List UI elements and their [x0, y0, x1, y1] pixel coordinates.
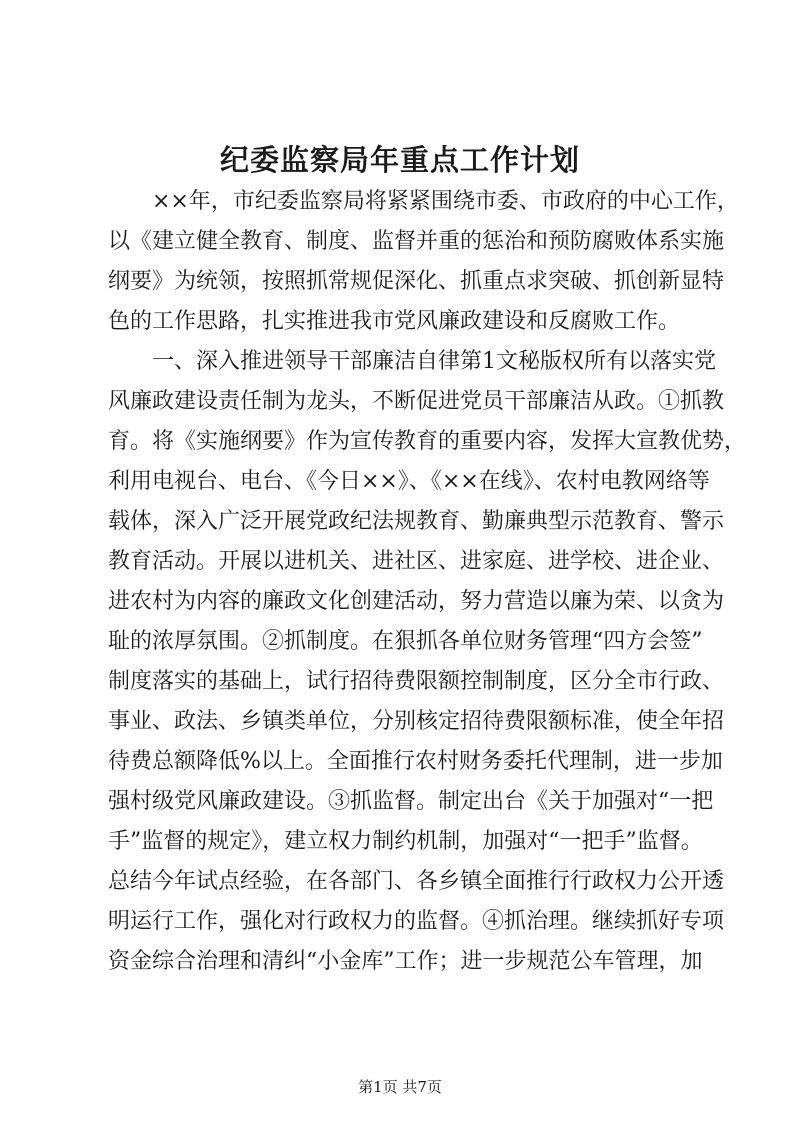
paragraph-2-line-14: 总结今年试点经验，在各部门、各乡镇全面推行行政权力公开透 — [108, 869, 725, 894]
paragraph-2-line-3: 育。将《实施纲要》作为宣传教育的重要内容，发挥大宣教优势， — [108, 429, 747, 454]
document-title: 纪委监察局年重点工作计划 — [219, 143, 580, 177]
paragraph-2-line-2: 风廉政建设责任制为龙头，不断促进党员干部廉洁从政。①抓教 — [108, 389, 725, 414]
paragraph-1-line-4: 色的工作思路，扎实推进我市党风廉政建设和反腐败工作。 — [108, 309, 681, 334]
paragraph-2-line-16: 资金综合治理和清纠“小金库”工作；进一步规范公车管理，加 — [108, 949, 703, 974]
paragraph-1-line-3: 纲要》为统领，按照抓常规促深化、抓重点求突破、抓创新显特 — [108, 269, 725, 294]
paragraph-2-line-11: 待费总额降低%以上。全面推行农村财务委托代理制，进一步加 — [108, 749, 723, 774]
document-body — [108, 182, 747, 982]
paragraph-2-line-6: 教育活动。开展以进机关、进社区、进家庭、进学校、进企业、 — [108, 549, 725, 574]
page-number-footer: 第1页 共7页 — [358, 1078, 442, 1096]
paragraph-2-line-13: 手”监督的规定》，建立权力制约机制，加强对“一把手”监督。 — [108, 829, 703, 854]
paragraph-2-line-5: 载体，深入广泛开展党政纪法规教育、勤廉典型示范教育、警示 — [108, 509, 725, 534]
paragraph-2-line-10: 事业、政法、乡镇类单位，分别核定招待费限额标准，使全年招 — [108, 709, 725, 734]
paragraph-2-line-4: 利用电视台、电台、《今日××》、《××在线》、农村电教网络等 — [108, 469, 710, 494]
paragraph-2-line-8: 耻的浓厚氛围。②抓制度。在狠抓各单位财务管理“四方会签” — [108, 629, 703, 654]
paragraph-2-line-7: 进农村为内容的廉政文化创建活动，努力营造以廉为荣、以贪为 — [108, 589, 725, 614]
paragraph-2-line-15: 明运行工作，强化对行政权力的监督。④抓治理。继续抓好专项 — [108, 909, 725, 934]
paragraph-2-line-9: 制度落实的基础上，试行招待费限额控制制度，区分全市行政、 — [108, 669, 725, 694]
paragraph-1-line-1: ××年，市纪委监察局将紧紧围绕市委、市政府的中心工作， — [152, 189, 739, 214]
paragraph-1-line-2: 以《建立健全教育、制度、监督并重的惩治和预防腐败体系实施 — [108, 229, 725, 254]
paragraph-2-line-1: 一、深入推进领导干部廉洁自律第1文秘版权所有以落实党 — [152, 349, 716, 374]
paragraph-2-line-12: 强村级党风廉政建设。③抓监督。制定出台《关于加强对“一把 — [108, 789, 714, 814]
